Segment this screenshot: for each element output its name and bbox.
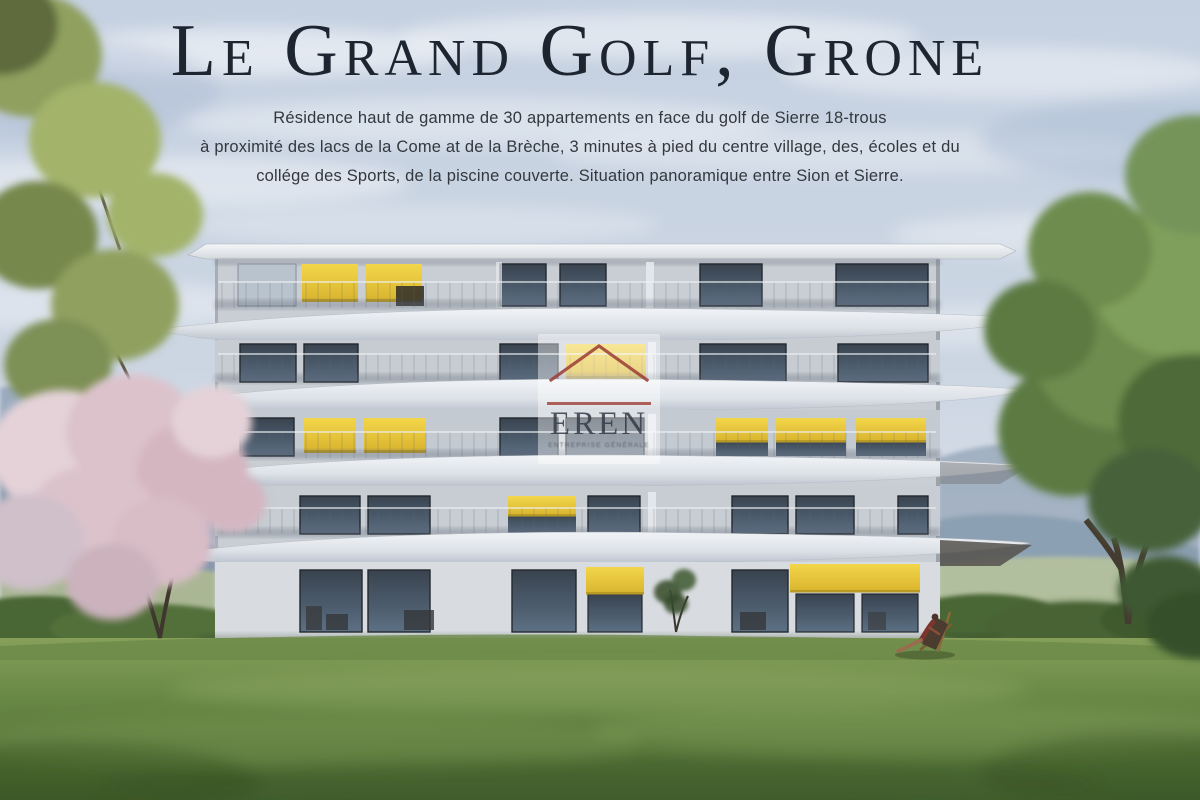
watermark-divider [547,402,651,405]
watermark-brand: EREN [549,405,649,442]
lawn [0,634,1200,800]
description-line-3: collége des Sports, de la piscine couverte. Situation panoramique entre Sion et Sierre. [256,167,904,185]
eren-watermark [538,334,660,464]
eren-roof-icon [544,338,654,382]
ground-floor [215,562,940,640]
description-line-1: Résidence haut de gamme de 30 appartements en face du golf de Sierre 18-trous [273,109,887,127]
watermark-tagline: ENTREPRISE GÉNÉRALE [548,441,650,449]
description-line-2: à proximité des lacs de la Come at de la Brèche, 3 minutes à pied du centre village, des, écoles et du [200,138,960,156]
header [0,0,1160,191]
page-description [0,104,1160,191]
page-title: Le Grand Golf, Grone [170,10,990,92]
